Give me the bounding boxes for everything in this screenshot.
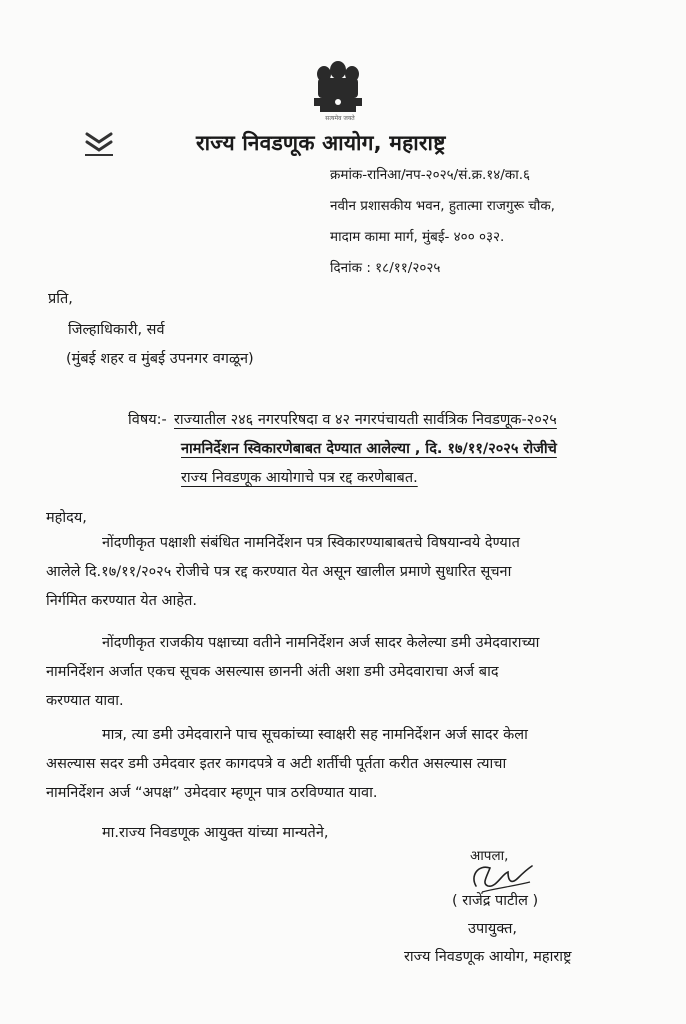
salutation: महोदय, <box>46 510 87 526</box>
emblem-caption: सत्यमेव जयते <box>325 115 355 122</box>
address-line-2: मादाम कामा मार्ग, मुंबई- ४०० ०३२. <box>330 229 505 245</box>
sign-off: आपला, <box>470 848 509 864</box>
para2-line2: नामनिर्देशन अर्जात एकच सूचक असल्यास छाननी अंती अशा डमी उमेदवाराचा अर्ज बाद <box>46 664 499 680</box>
subject-line-3: राज्य निवडणूक आयोगाचे पत्र रद्द करणेबाबत. <box>181 470 418 486</box>
subject-line-2: नामनिर्देशन स्विकारणेबाबत देण्यात आलेल्या , दि. १७/११/२०२५ रोजीचे <box>181 441 557 457</box>
sec-logo-icon <box>82 128 116 162</box>
address-line-1: नवीन प्रशासकीय भवन, हुतात्मा राजगुरू चौक, <box>330 198 555 214</box>
para1-line1: नोंदणीकृत पक्षाशी संबंधित नामनिर्देशन पत्र स्विकारण्याबाबतचे विषयान्वये देण्यात <box>102 535 520 551</box>
subject-label: विषय:- <box>128 412 167 428</box>
approval-line: मा.राज्य निवडणूक आयुक्त यांच्या मान्यतेने, <box>102 825 329 841</box>
subject-line-1: राज्यातील २४६ नगरपरिषदा व ४२ नगरपंचायती सार्वत्रिक निवडणूक-२०२५ <box>174 412 557 428</box>
prati-label: प्रति, <box>48 291 73 307</box>
para2-line1: नोंदणीकृत राजकीय पक्षाच्या वतीने नामनिर्देशन अर्ज सादर केलेल्या डमी उमेदवाराच्या <box>102 635 540 651</box>
recipient-note: (मुंबई शहर व मुंबई उपनगर वगळून) <box>66 351 254 367</box>
para2-line3: करण्यात यावा. <box>46 693 124 709</box>
signatory-designation: उपायुक्त, <box>468 921 517 937</box>
recipient-name: जिल्हाधिकारी, सर्व <box>68 322 165 338</box>
letter-date: दिनांक : १८/११/२०२५ <box>330 260 441 276</box>
reference-number: क्रमांक-रानिआ/नप-२०२५/सं.क्र.१४/का.६ <box>330 167 531 183</box>
signatory-organization: राज्य निवडणूक आयोग, महाराष्ट्र <box>404 949 572 965</box>
para3-line3: नामनिर्देशन अर्ज “अपक्ष” उमेदवार म्हणून पात्र ठरविण्यात यावा. <box>46 785 378 801</box>
para1-line2: आलेले दि.१७/११/२०२५ रोजीचे पत्र रद्द करण्यात येत असून खालील प्रमाणे सुधारित सूचना <box>46 564 512 580</box>
para3-line1: मात्र, त्या डमी उमेदवाराने पाच सूचकांच्या स्वाक्षरी सह नामनिर्देशन अर्ज सादर केला <box>102 727 528 743</box>
para1-line3: निर्गमित करण्यात येत आहेत. <box>46 593 197 609</box>
para3-line2: असल्यास सदर डमी उमेदवार इतर कागदपत्रे व अटी शर्तीची पूर्तता करीत असल्यास त्याचा <box>46 756 507 772</box>
organization-title: राज्य निवडणूक आयोग, महाराष्ट्र <box>196 131 446 155</box>
signatory-name: ( राजेंद्र पाटील ) <box>452 893 539 909</box>
